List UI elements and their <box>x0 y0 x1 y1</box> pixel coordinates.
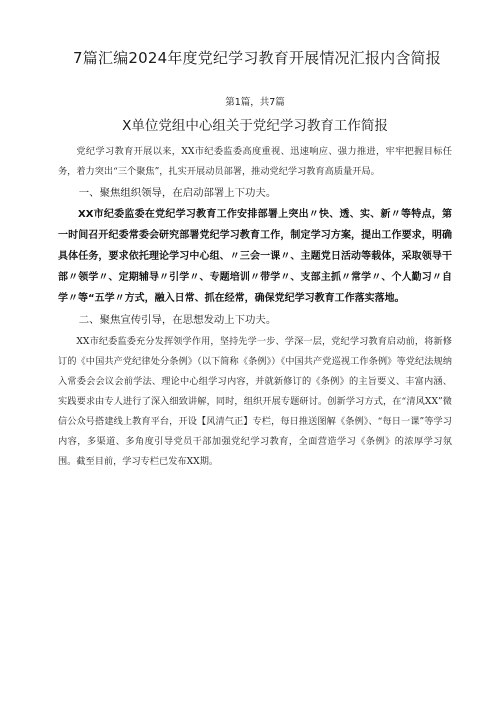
document-subtitle: X单位党组中心组关于党纪学习教育工作简报 <box>122 118 388 134</box>
section2-heading: 二、聚焦宣传引导，在思想发动上下功夫。 <box>78 314 277 326</box>
intro-paragraph: 党纪学习教育开展以来，XX市纪委监委高度重视、迅速响应、强力推进，牢牢把握目标任务，着力突出“三个聚焦”，扎实开展动员部署，推动党纪学习教育高质量开局。 <box>58 146 452 177</box>
part-label: 第1篇，共7篇 <box>225 97 285 108</box>
section2-body: XX市纪委监委充分发挥领学作用，坚持先学一步、学深一层，党纪学习教育启动前，将新修订的《中国共产党纪律处分条例》（以下简称《条例》）《中国共产党巡视工作条例》等党纪法规纳入常委会会议会前学法、理论中心组学习内容，并就新修订的《条例》的主旨要义、丰富内涵、实践要求由专人进行了深入细致讲解，同时，组织开展专题研讨。创新学习方式，在“清风XX”微信公众号搭建线上教育平台，开设【风清气正】专栏，每日推送图解《条例》、“每日一课”等学习内容，多渠道、多角度引导党员干部加强党纪学习教育，全面营造学习《条例》的浓厚学习氛围。截至目前，学习专栏已发布XX期。 <box>58 336 452 467</box>
section1-heading: 一、聚焦组织领导，在启动部署上下功夫。 <box>78 187 277 199</box>
document-title: 7篇汇编2024年度党纪学习教育开展情况汇报内含简报 <box>73 49 441 67</box>
section1-body: XX市纪委监委在党纪学习教育工作安排部署上突出〃快、透、实、新〃等特点，第一时间召开纪委常委会研究部署党纪学习教育工作，制定学习方案，提出工作要求，明确具体任务，要求依托理论学习中心组、〃三会一课〃、主题党日活动等载体，采取领导干部〃领学〃、定期辅导〃引学〃、专题培训〃带学〃、支部主抓〃常学〃、个人勤习〃自学〃等“五学〃方式，融入日常、抓在经常，确保党纪学习教育工作落实落地。 <box>58 209 452 304</box>
